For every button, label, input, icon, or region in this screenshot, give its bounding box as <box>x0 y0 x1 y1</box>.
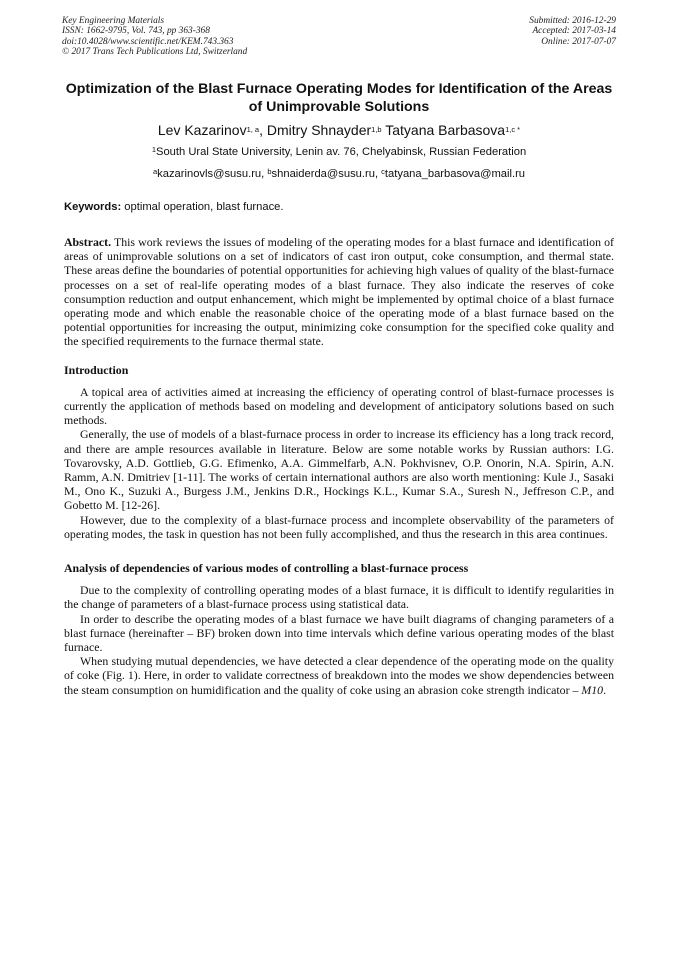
paper-title: Optimization of the Blast Furnace Operating Modes for Identification of the Areas of Unimprovable Solutions <box>65 81 613 115</box>
affiliation-mark: 1 <box>151 145 156 154</box>
body-paragraph: A topical area of activities aimed at increasing the efficiency of operating control of blast-furnace processes is currently the application of methods based on modeling and development of anticipatory solutions based on such methods. <box>64 384 614 428</box>
journal-header <box>62 16 247 57</box>
keywords-label: Keywords: <box>64 201 122 213</box>
abstract-label: Abstract. <box>64 235 112 249</box>
author-emails <box>64 167 614 181</box>
body-paragraph: Due to the complexity of controlling operating modes of a blast furnace, it is difficult to identify regularities in the change of parameters of a blast-furnace process using statistical data. <box>64 583 614 612</box>
body-paragraph: In order to describe the operating modes of a blast furnace we have built diagrams of changing parameters of a blast furnace (hereinafter – BF) broken down into time intervals which define various operating modes of the blast furnace. <box>64 611 614 655</box>
affiliation <box>64 145 614 159</box>
author-name: Dmitry Shnayder <box>266 122 372 138</box>
affiliation-text: South Ural State University, Lenin av. 76, Chelyabinsk, Russian Federation <box>155 146 527 158</box>
abstract-text: This work reviews the issues of modeling of the operating modes for a blast furnace and identification of areas of unimprovable solutions on a set of indicators of cast iron output, coke consumption, and thermal state. These areas define the boundaries of potential opportunities for achieving high values of quality of the blast-furnace processes on a set of real-life operating modes of a blast furnace. They also indicate the reserves of coke consumption reduction and output enhancement, which might be implemented by optimal choice of a blast furnace operating mode and which enable the reasonable choice of the operating mode of a blast furnace based on the potential opportunities for increasing the output, minimizing coke consumption for the specified coke quality and the specified requirements to the furnace thermal state. <box>64 235 614 349</box>
paper-content <box>64 80 614 697</box>
submitted-date: Submitted: 2016-12-29 <box>529 16 616 26</box>
body-paragraph: Generally, the use of models of a blast-furnace process in order to increase its efficiency has a long track record, and there are ample resources available in literature. Below are some notable works by Russian authors: I.G. Tovarovsky, A.D. Gottlieb, G.G. Efimenko, A.A. Gimmelfarb, A.N. Pokhvisnev, O.P. Onorin, N.A. Spirin, A.N. Ramm, A.N. Dmitriev [1-11]. The works of certain international authors are also worth mentioning: Kule J., Sasaki M., Ono K., Suzuki A., Burgess J.M., Jenkins D.R., Hockings K.L., Kumar S.A., Suresh N., Jeffreson C.P., and Gobetto M. [12-26]. <box>64 427 614 513</box>
dates-header <box>529 16 616 47</box>
body-paragraph <box>64 654 614 697</box>
author-affiliation-mark: 1,c * <box>505 125 521 134</box>
paragraph-text: When studying mutual dependencies, we have detected a clear dependence of the operating mode on the quality of coke (Fig. 1). Here, in order to validate correctness of breakdown into the modes we show dependencies between the steam consumption on humidification and the quality of coke using an abrasion coke strength indicator – <box>64 654 614 697</box>
issn-line: ISSN: 1662-9795, Vol. 743, pp 363-368 <box>62 26 210 37</box>
email-address: tatyana_barbasova@mail.ru <box>384 168 526 180</box>
online-date: Online: 2017-07-07 <box>541 36 616 47</box>
author-list <box>64 121 614 139</box>
email-address: kazarinovls@susu.ru, <box>157 168 268 180</box>
section-heading-analysis: Analysis of dependencies of various modes of controlling a blast-furnace process <box>64 561 469 576</box>
author-name: Lev Kazarinov <box>157 122 247 138</box>
accepted-date: Accepted: 2017-03-14 <box>532 26 616 37</box>
journal-name: Key Engineering Materials <box>62 16 165 26</box>
keywords <box>64 200 614 214</box>
author-name: Tatyana Barbasova <box>385 122 506 138</box>
author-affiliation-mark: 1,b <box>371 125 382 134</box>
author-separator: , <box>259 122 267 138</box>
copyright-line: © 2017 Trans Tech Publications Ltd, Switzerland <box>62 46 248 57</box>
keywords-text: optimal operation, blast furnace. <box>121 201 284 213</box>
email-mark: c <box>381 167 385 176</box>
email-mark: b <box>267 167 272 176</box>
email-address: shnaiderda@susu.ru, <box>271 168 382 180</box>
email-mark: a <box>152 167 158 176</box>
section-heading-introduction: Introduction <box>64 362 129 377</box>
coke-strength-indicator: M10 <box>581 682 604 697</box>
doi-line: doi:10.4028/www.scientific.net/KEM.743.363 <box>62 36 234 47</box>
paragraph-end: . <box>603 682 607 697</box>
body-paragraph: However, due to the complexity of a blast-furnace process and incomplete observability of the parameters of operating modes, the task in question has not been fully accomplished, and thus the research in this area continues. <box>64 512 614 541</box>
author-affiliation-mark: 1, a <box>246 125 260 134</box>
abstract <box>64 235 614 349</box>
